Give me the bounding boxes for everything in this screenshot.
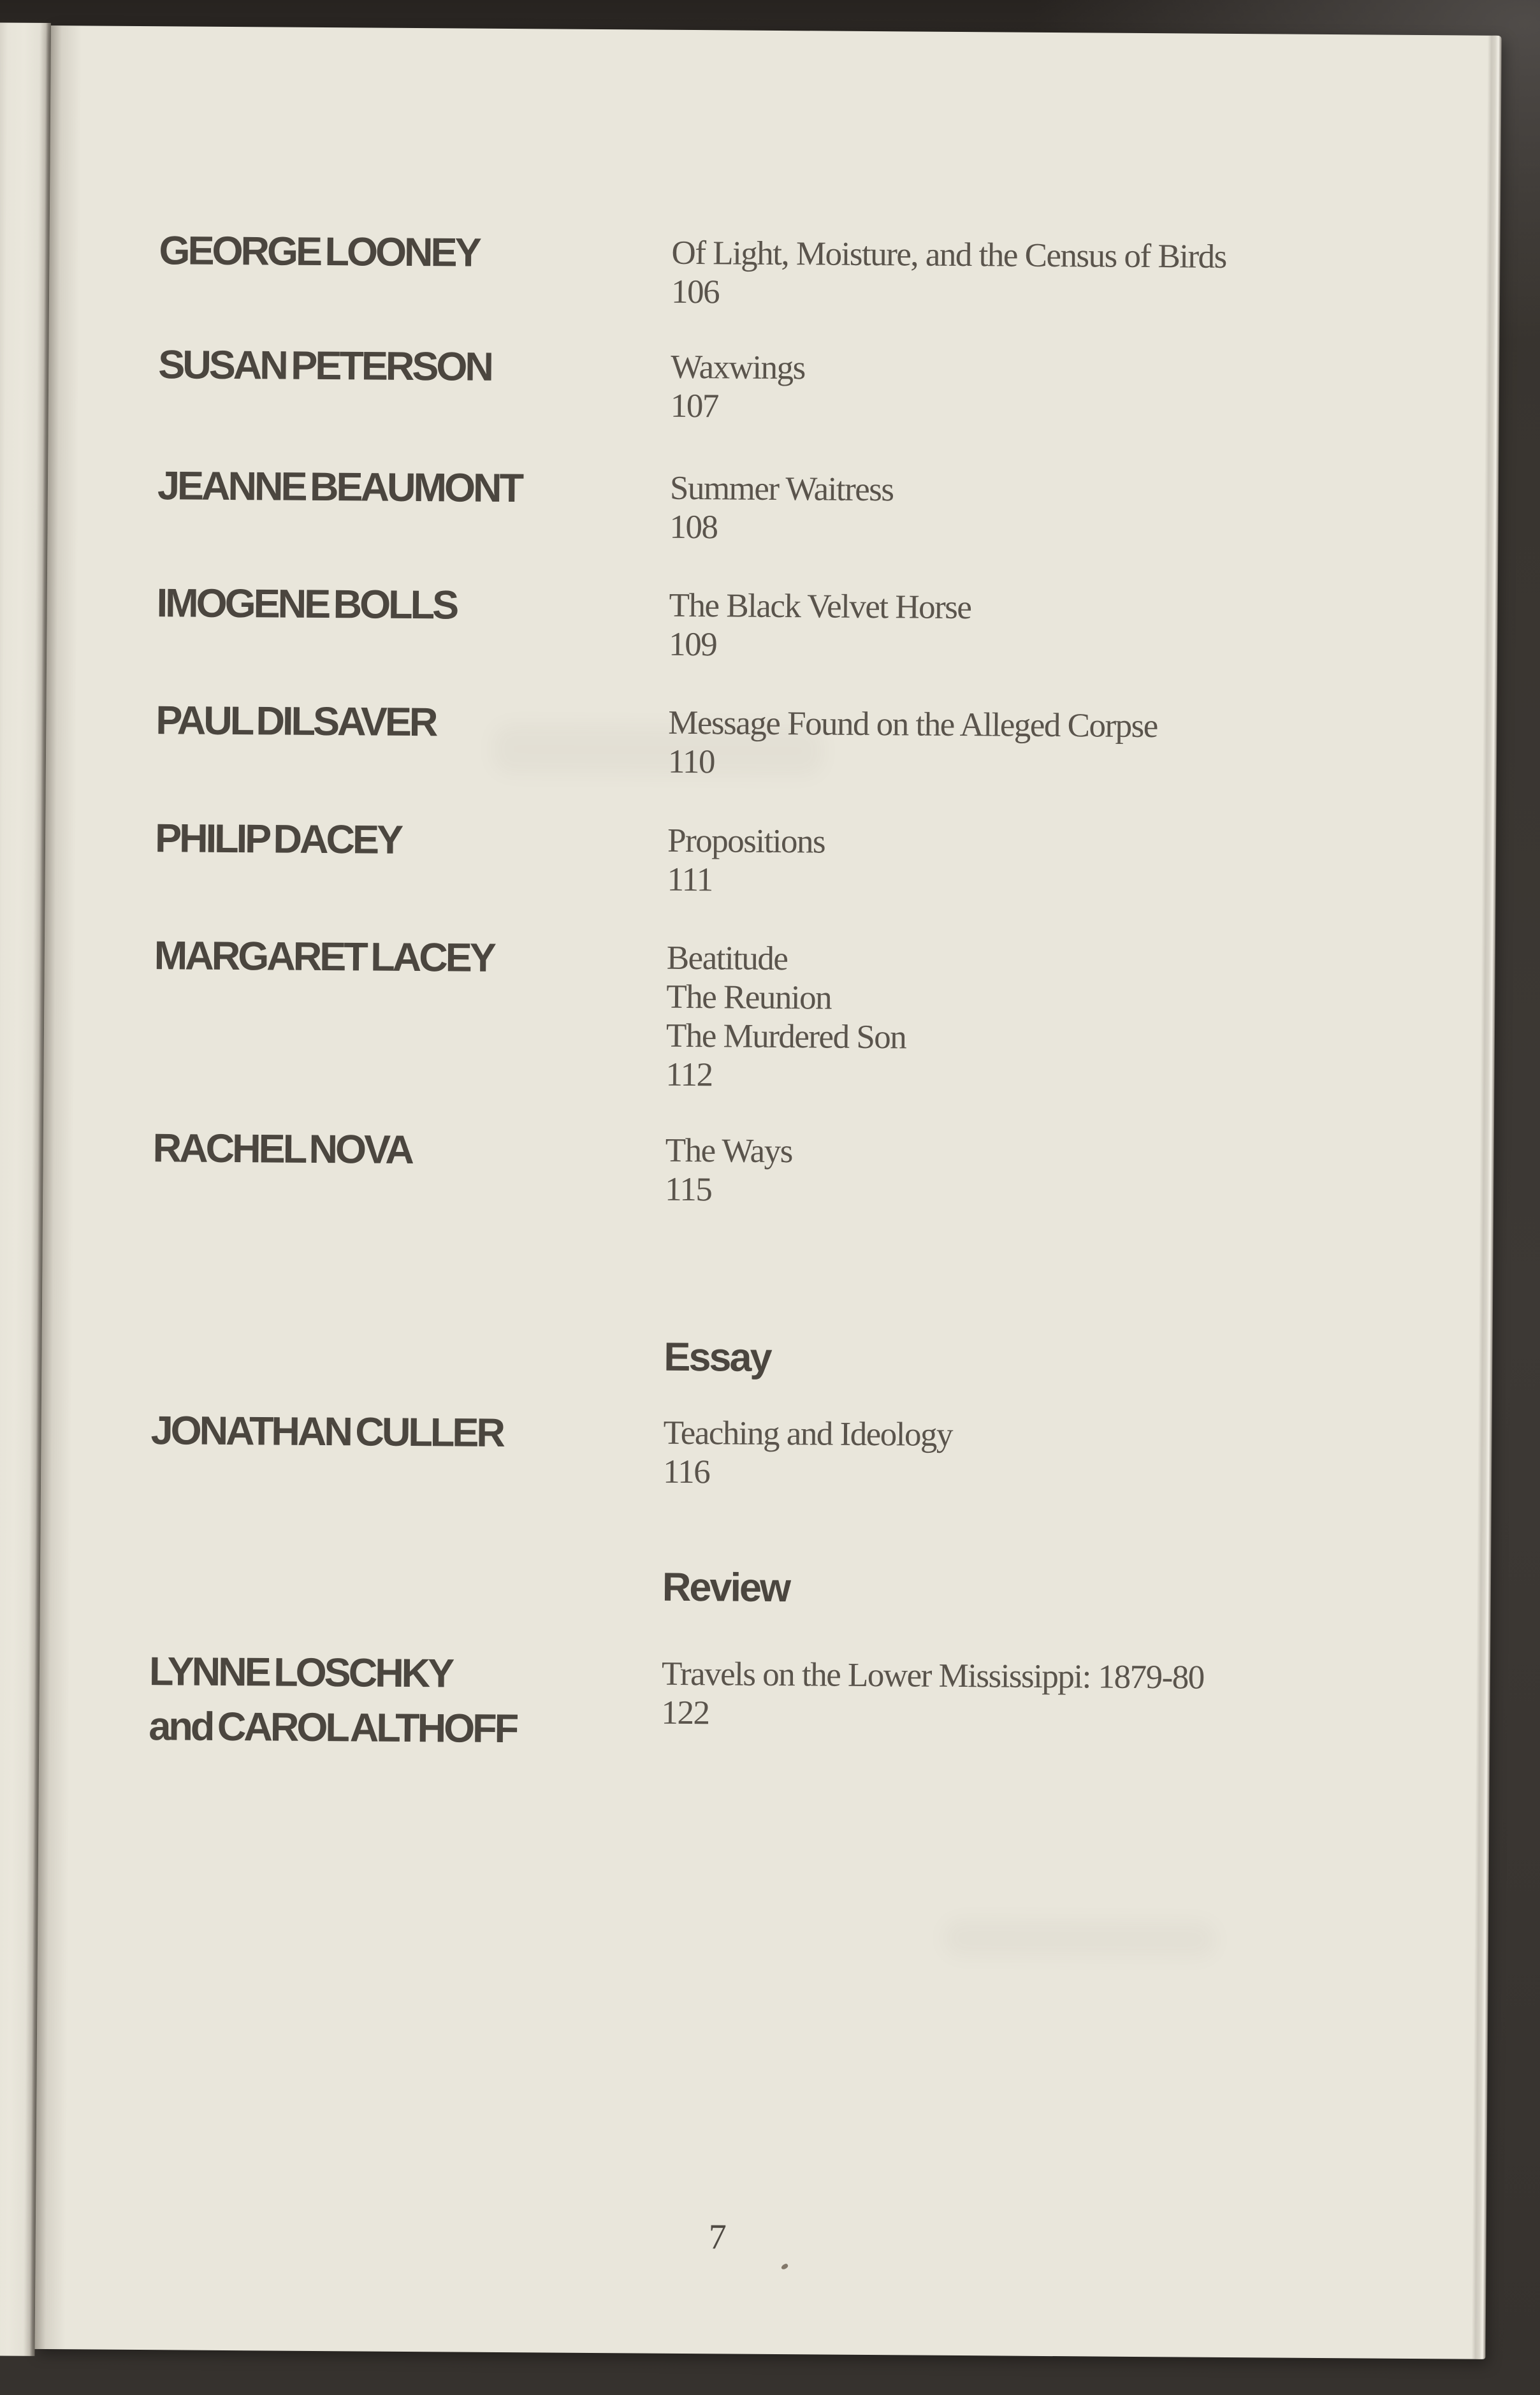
page-ref: 109 bbox=[669, 625, 717, 664]
work-title: Teaching and Ideology bbox=[663, 1414, 953, 1453]
entry-authors bbox=[157, 465, 521, 509]
work-title: Of Light, Moisture, and the Census of Birds bbox=[671, 234, 1226, 275]
book-page bbox=[35, 25, 1500, 2359]
page-number: 7 bbox=[708, 2217, 727, 2257]
toc-entry bbox=[50, 228, 1499, 311]
entry-authors bbox=[156, 700, 435, 743]
work-title: Travels on the Lower Mississippi: 1879-80 bbox=[661, 1655, 1204, 1696]
toc-entry bbox=[41, 1408, 1491, 1491]
entry-works bbox=[665, 939, 906, 1096]
work-title: Waxwings bbox=[671, 348, 805, 387]
work-title: Summer Waitress bbox=[669, 469, 894, 509]
entry-authors bbox=[152, 1128, 412, 1170]
toc-entry bbox=[49, 342, 1499, 425]
entry-authors bbox=[156, 581, 457, 628]
entry-works bbox=[667, 822, 825, 901]
author-name: LYNNE LOSCHKY bbox=[149, 1649, 453, 1696]
author-name: PAUL DILSAVER bbox=[156, 698, 436, 745]
toc-entry bbox=[43, 1126, 1493, 1209]
section-heading: Review bbox=[662, 1564, 790, 1611]
work-title: The Reunion bbox=[666, 978, 832, 1017]
work-title: Beatitude bbox=[666, 939, 788, 978]
author-name: PHILIP DACEY bbox=[154, 816, 402, 863]
work-title: The Murdered Son bbox=[665, 1017, 906, 1056]
work-title: Propositions bbox=[667, 822, 825, 861]
entry-works bbox=[663, 1414, 952, 1494]
toc-entry bbox=[45, 933, 1494, 1094]
work-title: Message Found on the Alleged Corpse bbox=[668, 704, 1158, 745]
entry-works bbox=[661, 1655, 1204, 1736]
entry-works bbox=[671, 234, 1226, 316]
entry-works bbox=[665, 1132, 792, 1210]
entry-authors bbox=[158, 344, 491, 388]
page-ref: 108 bbox=[669, 508, 718, 546]
author-name: IMOGENE BOLLS bbox=[156, 581, 457, 628]
author-name: GEORGE LOONEY bbox=[159, 228, 479, 275]
page-ref: 115 bbox=[665, 1170, 712, 1209]
entry-authors bbox=[149, 1649, 517, 1752]
entry-works bbox=[671, 348, 805, 426]
work-title: The Black Velvet Horse bbox=[669, 586, 971, 627]
page-ref: 112 bbox=[665, 1056, 713, 1094]
toc-entry bbox=[45, 816, 1495, 899]
entry-authors bbox=[150, 1408, 504, 1456]
page-ref: 111 bbox=[667, 861, 713, 899]
page-ref: 116 bbox=[662, 1453, 710, 1491]
author-name: JONATHAN CULLER bbox=[150, 1408, 504, 1456]
page-ref: 110 bbox=[667, 743, 715, 781]
work-title: The Ways bbox=[665, 1132, 793, 1170]
toc-entry bbox=[47, 581, 1497, 664]
author-name: MARGARET LACEY bbox=[154, 933, 495, 980]
section-heading: Essay bbox=[664, 1334, 771, 1380]
author-name: JEANNE BEAUMONT bbox=[157, 463, 522, 511]
author-name: and CAROL ALTHOFF bbox=[149, 1704, 517, 1752]
page-ref: 107 bbox=[670, 387, 719, 425]
author-name: RACHEL NOVA bbox=[152, 1126, 412, 1172]
toc-entry bbox=[40, 1649, 1489, 1752]
toc-blocks bbox=[35, 25, 1500, 2359]
toc-entry bbox=[47, 698, 1496, 781]
page-ref: 122 bbox=[661, 1694, 709, 1732]
entry-works bbox=[669, 586, 971, 666]
author-name: SUSAN PETERSON bbox=[158, 342, 492, 389]
entry-authors bbox=[154, 935, 494, 979]
entry-authors bbox=[155, 818, 401, 861]
toc-entry bbox=[48, 463, 1497, 546]
entry-authors bbox=[159, 230, 479, 273]
page-ref: 106 bbox=[671, 273, 720, 311]
entry-works bbox=[669, 469, 893, 548]
entry-works bbox=[668, 704, 1158, 785]
